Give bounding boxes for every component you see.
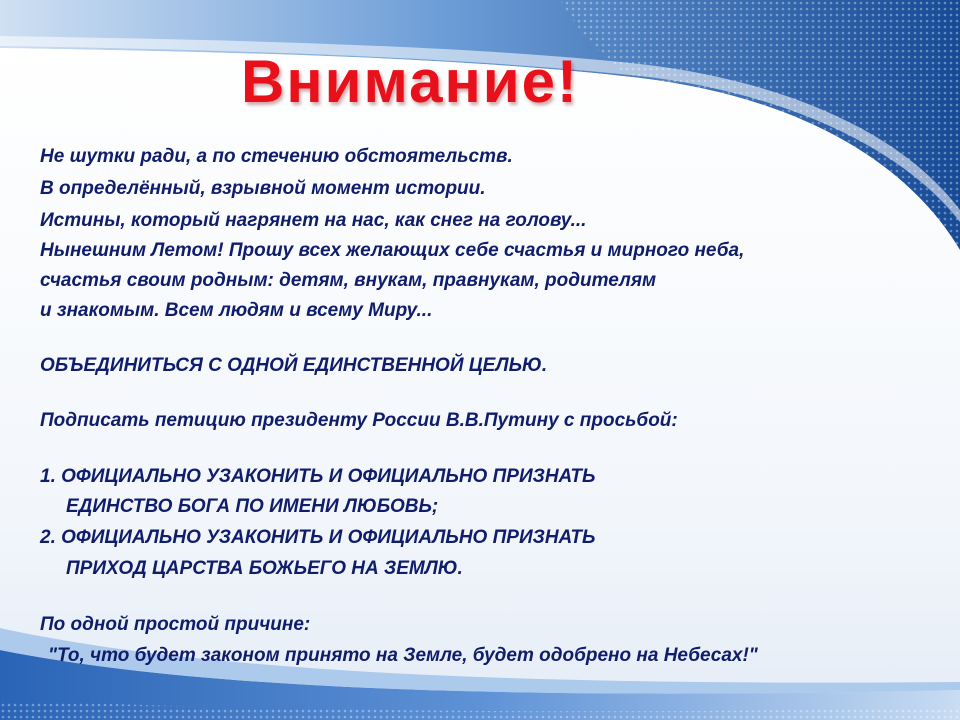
list-item-line: ЕДИНСТВО БОГА ПО ИМЕНИ ЛЮБОВЬ; bbox=[66, 496, 439, 517]
list-item-line: 2. ОФИЦИАЛЬНО УЗАКОНИТЬ И ОФИЦИАЛЬНО ПРИЗНАТЬ bbox=[40, 527, 596, 548]
list-item-line: ПРИХОД ЦАРСТВА БОЖЬЕГО НА ЗЕМЛЮ. bbox=[66, 558, 463, 579]
list-item-line: 1. ОФИЦИАЛЬНО УЗАКОНИТЬ И ОФИЦИАЛЬНО ПРИЗНАТЬ bbox=[40, 466, 596, 487]
reason-line: По одной простой причине: bbox=[40, 614, 311, 635]
intro-line: Не шутки ради, а по стечению обстоятельств. bbox=[40, 146, 513, 167]
unite-line: ОБЪЕДИНИТЬСЯ С ОДНОЙ ЕДИНСТВЕННОЙ ЦЕЛЬЮ. bbox=[40, 355, 548, 376]
quote-line: "То, что будет законом принято на Земле, будет одобрено на Небесах!" bbox=[48, 645, 758, 666]
intro-line: и знакомым. Всем людям и всему Миру... bbox=[40, 300, 433, 321]
petition-line: Подписать петицию президенту России В.В.Путину с просьбой: bbox=[40, 410, 678, 431]
intro-line: Нынешним Летом! Прошу всех желающих себе счастья и мирного неба, bbox=[40, 240, 745, 261]
intro-line: В определённый, взрывной момент истории. bbox=[40, 178, 486, 199]
intro-line: Истины, который нагрянет на нас, как снег на голову... bbox=[40, 210, 587, 231]
page-title: Внимание! bbox=[241, 48, 579, 115]
intro-line: счастья своим родным: детям, внукам, правнукам, родителям bbox=[40, 270, 657, 291]
